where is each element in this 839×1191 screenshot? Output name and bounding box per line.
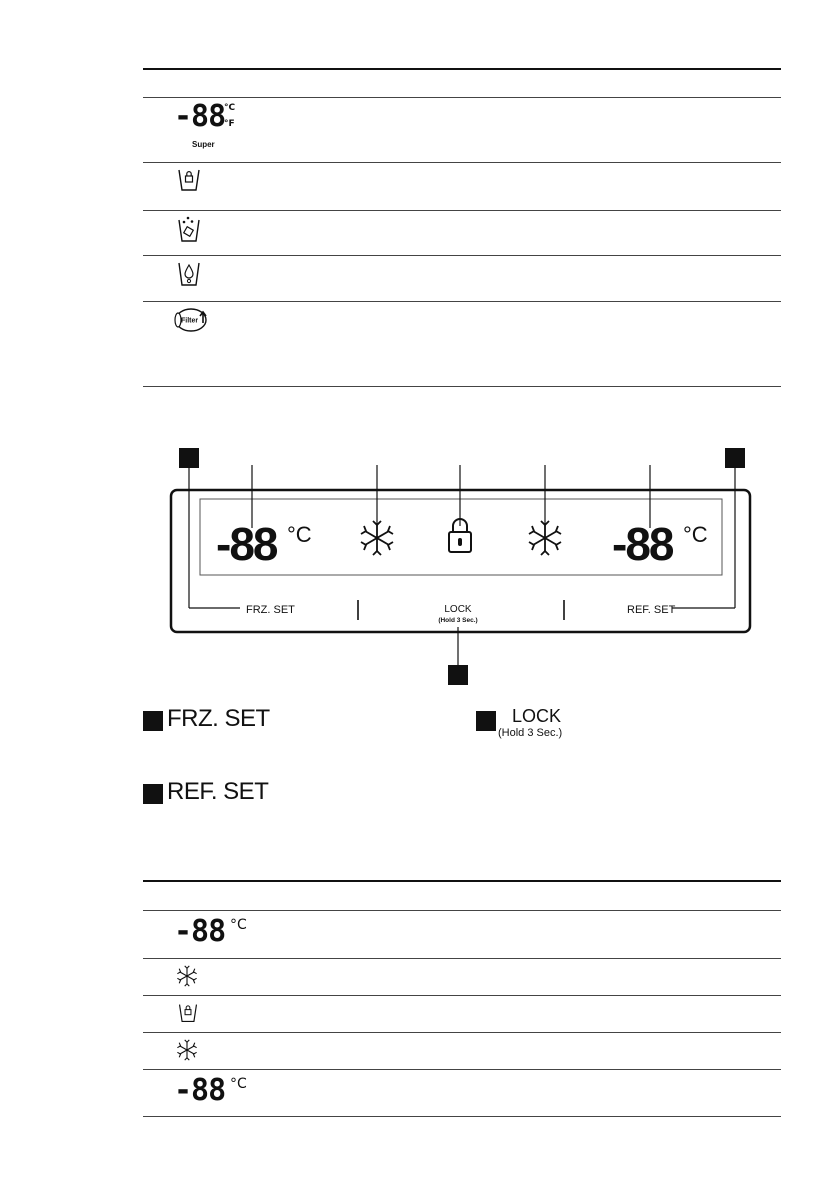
table1-header-rule xyxy=(143,97,781,98)
callout-marker-frz xyxy=(179,448,199,468)
table2-row-rule xyxy=(143,1069,781,1070)
frz-set-label: FRZ. SET xyxy=(246,604,295,616)
svg-text:Filter: Filter xyxy=(181,317,199,325)
snowflake-icon xyxy=(176,1038,198,1062)
control-panel-diagram xyxy=(160,440,760,690)
filter-replace-icon xyxy=(172,306,212,334)
ice-cubes-cup-icon xyxy=(176,215,202,243)
freezer-temp-display: -88 xyxy=(216,518,277,570)
lock-cup-icon xyxy=(177,1001,199,1025)
legend-marker-frz xyxy=(143,711,163,731)
freezer-temp-unit: °C xyxy=(287,522,312,547)
legend-frz-label: FRZ. SET xyxy=(167,705,270,732)
fridge-temp-display: -88 xyxy=(612,518,673,570)
table1-row-rule xyxy=(143,162,781,163)
table2-header-rule xyxy=(143,910,781,911)
table1-row-rule xyxy=(143,301,781,302)
fridge-temp-unit: °C xyxy=(683,522,708,547)
lock-label: LOCK xyxy=(444,604,472,615)
legend-lock-label: LOCK xyxy=(512,706,562,726)
legend-ref-label: REF. SET xyxy=(167,778,269,805)
lock-cup-icon xyxy=(176,167,202,193)
table2-bottom-rule xyxy=(143,1116,781,1117)
callout-marker-lock xyxy=(448,665,468,685)
legend-marker-ref xyxy=(143,784,163,804)
table2-row-rule xyxy=(143,958,781,959)
fridge-snowflake-icon xyxy=(529,521,561,555)
water-drop-cup-icon xyxy=(176,260,202,288)
table2-top-rule xyxy=(143,880,781,882)
lock-hold-label: (Hold 3 Sec.) xyxy=(438,617,478,624)
temperature-display-icon: -88 °C °F Super xyxy=(174,99,236,149)
legend-marker-lock xyxy=(476,711,496,731)
table2-row-rule xyxy=(143,1032,781,1033)
callout-marker-ref xyxy=(725,448,745,468)
table1-bottom-rule xyxy=(143,386,781,387)
table1-top-rule xyxy=(143,68,781,70)
legend-lock-hold-label: (Hold 3 Sec.) xyxy=(498,727,563,739)
table1-row-rule xyxy=(143,210,781,211)
table2-row-rule xyxy=(143,995,781,996)
table1-row-rule xyxy=(143,255,781,256)
snowflake-icon xyxy=(176,964,198,988)
ref-set-label: REF. SET xyxy=(627,604,676,616)
freezer-temp-display-icon: -88 °C xyxy=(174,914,247,949)
freezer-snowflake-icon xyxy=(361,521,393,555)
fridge-temp-display-icon: -88 °C xyxy=(174,1073,247,1108)
